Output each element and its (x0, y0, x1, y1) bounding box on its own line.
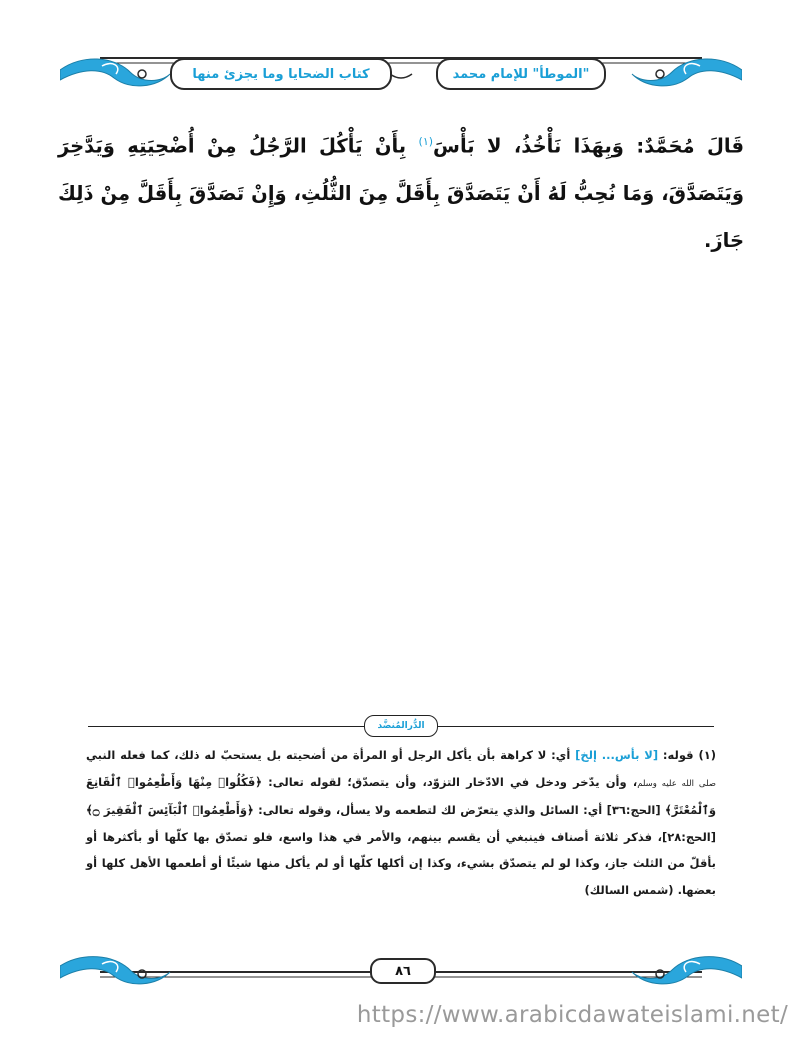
footnote-number: (١) (698, 748, 716, 762)
book-title-label (436, 58, 606, 90)
footnote-part-2: ، وأن يدّخر ودخل في الادّخار التزوّد، وأن يتصدّق؛ لقوله تعالى: ﴿فَكُلُوا۟ مِنْهَا وَأَطْعِمُوا۟ ٱلْقَانِعَ وَٱلْمُعْتَرَّ﴾ [الحج:٣٦] أي: السائل والذي يتعرّض لك لتطعمه ولا يسأل، وقوله تعالى: ﴿وَأَطْعِمُوا۟ ٱلْبَآئِسَ ٱلْفَقِيرَ ۝﴾ [الحج:٢٨]، فذكر ثلاثة أصناف فينبغي أن يقسم بينهم، والأمر في هذا واسع، فلو تصدّق بها كلّها أو بأكثرها أو بأقلّ من الثلث جاز، وكذا لو لم يتصدّق بشيء، وكذا إن أكلها كلّها أو لم يأكل منها شيئًا أو أطعمها الأهل كلها أو بعضها. (شمس السالك) (86, 774, 716, 897)
footnote-lead: قوله: (658, 748, 699, 762)
footnote-part-1: أي: لا كراهة بأن يأكل الرجل أو المرأة من أضحيته بل يستحبّ له ذلك، كما فعله النبي (86, 748, 576, 762)
footnote-salutation: صلى الله عليه وسلم (637, 778, 717, 789)
divider-label-text: الدُّرالمُنضَّد (377, 721, 425, 731)
chapter-title-text: كتاب الضحايا وما يجزئ منها (192, 66, 370, 82)
footnote-highlight: [لا بأس... إلخ] (575, 748, 659, 762)
book-title-text: "الموطأ" للإمام محمد (452, 66, 590, 82)
chapter-title-label (170, 58, 392, 90)
watermark-url: https://www.arabicdawateislami.net/ (356, 1002, 788, 1028)
page-number-text: ٨٦ (395, 963, 411, 979)
footnote-paragraph (86, 742, 716, 903)
page-number-badge (370, 958, 436, 984)
main-text-start: قَالَ مُحَمَّدٌ: وَبِهَذَا نَأْخُذُ، لا بَأْسَ (433, 134, 744, 158)
header-ornament (60, 44, 742, 94)
main-paragraph (58, 118, 744, 264)
footnote-divider-label (364, 715, 438, 737)
footnote-reference[interactable]: (١) (418, 135, 434, 148)
main-text-rest: بِأَنْ يَأْكُلَ الرَّجُلُ مِنْ أُضْحِيَتِهِ وَيَدَّخِرَ وَيَتَصَدَّقَ، وَمَا نُحِبُّ لَهُ أَنْ يَتَصَدَّقَ بِأَقَلَّ مِنَ الثُّلُثِ، وَإِنْ تَصَدَّقَ بِأَقَلَّ مِنْ ذَلِكَ جَازَ. (58, 134, 744, 252)
